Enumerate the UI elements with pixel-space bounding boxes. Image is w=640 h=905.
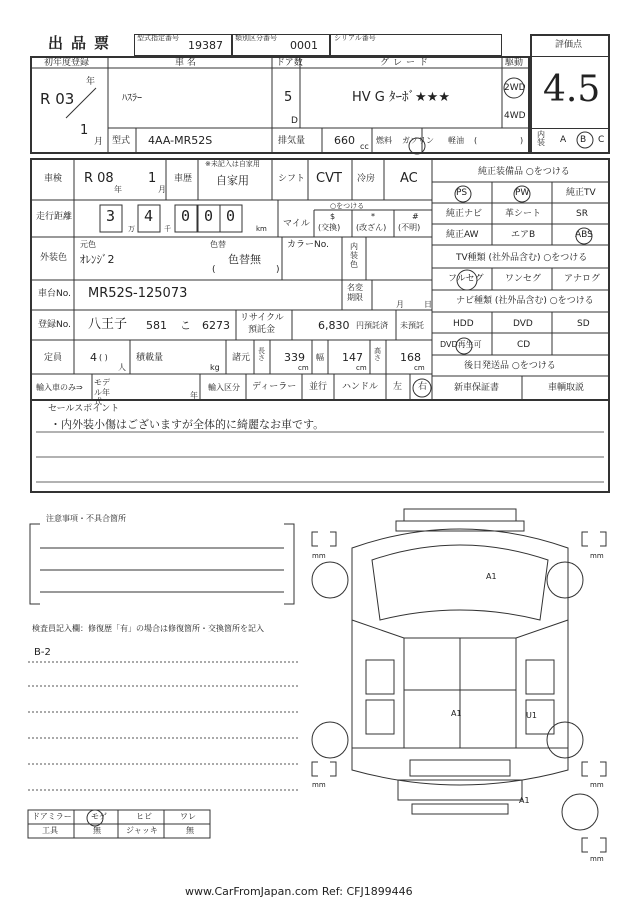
mileage-tamper: (改ざん) (356, 223, 387, 232)
model-year-label: モデル年式 (94, 378, 110, 407)
ac-label: 冷房 (357, 174, 376, 184)
mileage-exchange-sym: $ (330, 212, 336, 221)
damage-mark-4: A1 (519, 796, 530, 805)
mileage-options-header: ○をつける (330, 202, 365, 210)
mileage-mile: マイル (283, 219, 310, 229)
page-title: 出品票 (48, 34, 118, 52)
mm-label-2: mm (590, 552, 604, 560)
model-designation-label: 型式指定番号 (137, 34, 179, 42)
category-label: 類別区分番号 (235, 34, 277, 42)
std-item-leather: 革シート (505, 209, 542, 219)
grade-text-value: HV G ﾀｰﾎﾞ★★★ (352, 90, 450, 105)
height-unit: cm (414, 364, 425, 372)
recycle-label-1: リサイクル (240, 313, 284, 323)
repaint-label: 色替 (210, 240, 226, 249)
color-no-label: カラーNo. (287, 240, 329, 250)
color-label: 外装色 (40, 253, 68, 263)
repaint-paren-open: ( (212, 265, 216, 275)
mileage-man-unit: 万 (128, 225, 135, 233)
inspection-month-unit: 月 (158, 185, 166, 194)
navi-header: ナビ種類 (社外品含む) ○をつける (456, 296, 594, 306)
docs-manual: 車輌取説 (548, 383, 585, 393)
acc-row-jack-val: 無 (186, 826, 194, 835)
drive-4wd: 4WD (504, 111, 526, 121)
std-item-aw: 純正AW (446, 230, 479, 240)
length-label: 長さ (258, 347, 265, 362)
mileage-label: 走行距離 (36, 212, 73, 222)
acc-row-jack: ジャッキ (126, 826, 158, 835)
interior-label: 内装 (537, 130, 545, 147)
navi-dvd-play: DVD再生可 (440, 340, 482, 349)
displacement-label: 排気量 (278, 136, 306, 146)
category-value: 0001 (290, 39, 318, 52)
import-dealer: ディーラー (252, 382, 297, 392)
nameplate-day: 日 (424, 300, 432, 309)
capacity-unit: 人 (118, 363, 126, 372)
damage-mark-3: U1 (526, 711, 537, 720)
grade-col-label: グレード (380, 58, 433, 68)
std-equipment-header: 純正装備品 ○をつける (478, 167, 570, 177)
navi-sd: SD (577, 319, 590, 329)
navi-cd: CD (517, 340, 531, 350)
acc-header-ware: ワレ (180, 812, 196, 821)
doors-suffix: D (291, 116, 298, 126)
grade-value: 4.5 (543, 69, 601, 110)
mileage-unknown-sym: # (412, 212, 419, 221)
capacity-label: 定員 (44, 353, 63, 363)
damage-mark-1: A1 (486, 572, 497, 581)
recycle-label-2: 預託金 (248, 325, 276, 335)
fuel-label: 燃料 (376, 136, 392, 145)
interior-a: A (560, 135, 567, 145)
nameplate-month: 月 (396, 300, 404, 309)
mileage-sen-unit: 千 (164, 225, 171, 233)
fuel-diesel: 軽油 (448, 136, 464, 145)
first-reg-month-unit: 月 (94, 137, 104, 147)
repaint-paren-close: ) (276, 265, 280, 275)
length-unit: cm (298, 364, 309, 372)
plate-label: 登録No. (38, 320, 71, 330)
import-label: 輸入車のみ⇒ (36, 383, 83, 392)
nameplate-label: 名変期限 (347, 283, 363, 302)
inspector-line-1: B-2 (34, 647, 51, 658)
mileage-digit-3: 0 (181, 207, 191, 225)
model-year-unit: 年 (190, 391, 198, 400)
plate-number: 6273 (202, 319, 230, 332)
std-item-sr: SR (576, 209, 588, 219)
mileage-digit-4: 0 (204, 207, 214, 225)
capacity-value: 4 (90, 351, 97, 364)
chassis-value: MR52S-125073 (88, 286, 188, 301)
mileage-exchange: (交換) (318, 223, 341, 232)
mileage-digit-5: 0 (226, 207, 236, 225)
plate-area: 八王子 (88, 317, 128, 332)
std-item-pw: PW (515, 188, 530, 198)
recycle-unit: 円預託済 (356, 321, 388, 330)
capacity-paren: ( ) (99, 353, 108, 362)
std-item-abs: ABS (575, 230, 593, 240)
height-value: 168 (400, 351, 421, 364)
footer-watermark: www.CarFromJapan.com Ref: CFJ1899446 (185, 885, 413, 898)
damage-mark-2: A1 (451, 709, 462, 718)
handle-label: ハンドル (342, 382, 379, 392)
int-color-label: 内装色 (350, 242, 358, 269)
mileage-km-unit: km (256, 225, 267, 233)
orig-color-label: 元色 (80, 240, 96, 249)
tv-header: TV種類 (社外品含む) ○をつける (456, 253, 588, 263)
height-label: 高さ (374, 347, 381, 362)
inspection-year-unit: 年 (114, 185, 122, 194)
mileage-tamper-sym: * (371, 212, 375, 221)
import-parallel: 並行 (309, 382, 328, 392)
shift-value: CVT (316, 171, 342, 186)
drive-label: 駆動 (505, 58, 524, 68)
mm-label-5: mm (590, 855, 604, 863)
defects-label: 注意事項・不具合箇所 (46, 514, 126, 523)
mm-label-1: mm (312, 552, 326, 560)
serial-label: シリアル番号 (334, 34, 376, 42)
width-value: 147 (342, 351, 363, 364)
plate-kana: こ (180, 319, 191, 332)
recycle-unpaid: 未預託 (400, 321, 424, 330)
fuel-paren-open: ( (474, 136, 478, 145)
car-name-value: ﾊｽﾗｰ (122, 93, 142, 104)
acc-header-hibi: ヒビ (136, 812, 152, 821)
sales-label: セールスポイント (48, 404, 120, 414)
first-reg-year-unit: 年 (86, 77, 96, 87)
acc-header-mirror: ドアミラー (32, 812, 72, 821)
mileage-unknown: (不明) (398, 223, 421, 232)
load-unit: kg (210, 363, 220, 372)
doors-value: 5 (284, 90, 293, 105)
import-type-label: 輸入区分 (208, 383, 240, 392)
sales-line-1: ・内外装小傷はございますが全体的に綺麗なお車です。 (50, 418, 325, 431)
mileage-digit-1: 3 (106, 207, 116, 225)
inspector-label: 検査員記入欄：修復歴「有」の場合は修復箇所・交換箇所を記入 (32, 624, 264, 633)
inspection-year: R 08 (84, 171, 114, 186)
plate-class: 581 (146, 319, 167, 332)
inspection-month: 1 (148, 171, 157, 186)
std-item-airbag: エアB (511, 230, 536, 240)
orig-color-value: ｵﾚﾝｼﾞ2 (80, 253, 115, 266)
dims-label: 諸元 (232, 353, 251, 363)
navi-dvd: DVD (513, 319, 533, 329)
drive-2wd: 2WD (504, 83, 526, 93)
unregistered-note: ※未記入は自家用 (205, 160, 260, 168)
first-reg-label: 初年度登録 (44, 58, 90, 68)
acc-row-tools: 工具 (42, 826, 58, 835)
tv-oneseg: ワンセグ (505, 274, 542, 284)
mm-label-3: mm (312, 781, 326, 789)
recycle-amount: 6,830 (318, 319, 350, 332)
grade-label: 評価点 (555, 40, 583, 50)
interior-c: C (598, 135, 605, 145)
acc-row-tools-val: 無 (93, 826, 101, 835)
shift-label: シフト (278, 174, 306, 184)
load-label: 積載量 (136, 353, 164, 363)
repaint-value: 色替無 (228, 253, 261, 266)
interior-b: B (580, 135, 587, 145)
tv-analog: アナログ (564, 274, 601, 284)
std-item-ps: PS (456, 188, 468, 198)
mm-label-4: mm (590, 781, 604, 789)
first-reg-month: 1 (80, 123, 89, 138)
docs-header: 後日発送品 ○をつける (464, 361, 556, 371)
width-unit: cm (356, 364, 367, 372)
model-designation-value: 19387 (188, 39, 223, 52)
tv-fullseg: フルセグ (448, 274, 484, 284)
mileage-digit-2: 4 (144, 207, 154, 225)
navi-hdd: HDD (453, 319, 474, 329)
car-name-label: 車 名 (175, 58, 196, 68)
history-label: 車歴 (174, 174, 193, 184)
width-label: 幅 (316, 353, 324, 362)
ac-value: AC (400, 171, 418, 186)
std-item-navi: 純正ナビ (446, 209, 483, 219)
acc-header-moge: モゲ (91, 812, 107, 821)
fuel-gas: ガソリン (402, 136, 434, 145)
fuel-paren-close: ) (520, 136, 524, 145)
handle-right: 右 (418, 382, 428, 392)
inspection-label: 車検 (44, 174, 63, 184)
model-value: 4AA-MR52S (148, 134, 213, 147)
std-item-tv: 純正TV (566, 188, 596, 198)
doors-label: ドア数 (276, 58, 303, 68)
displacement-value: 660 (334, 134, 355, 147)
first-reg-year: R 03 (40, 90, 75, 108)
displacement-unit: cc (360, 142, 369, 151)
length-value: 339 (284, 351, 305, 364)
docs-warranty: 新車保証書 (454, 383, 500, 393)
history-value: 自家用 (216, 174, 249, 187)
model-label: 型式 (112, 136, 131, 146)
chassis-label: 車台No. (38, 289, 71, 299)
handle-left: 左 (393, 382, 403, 392)
